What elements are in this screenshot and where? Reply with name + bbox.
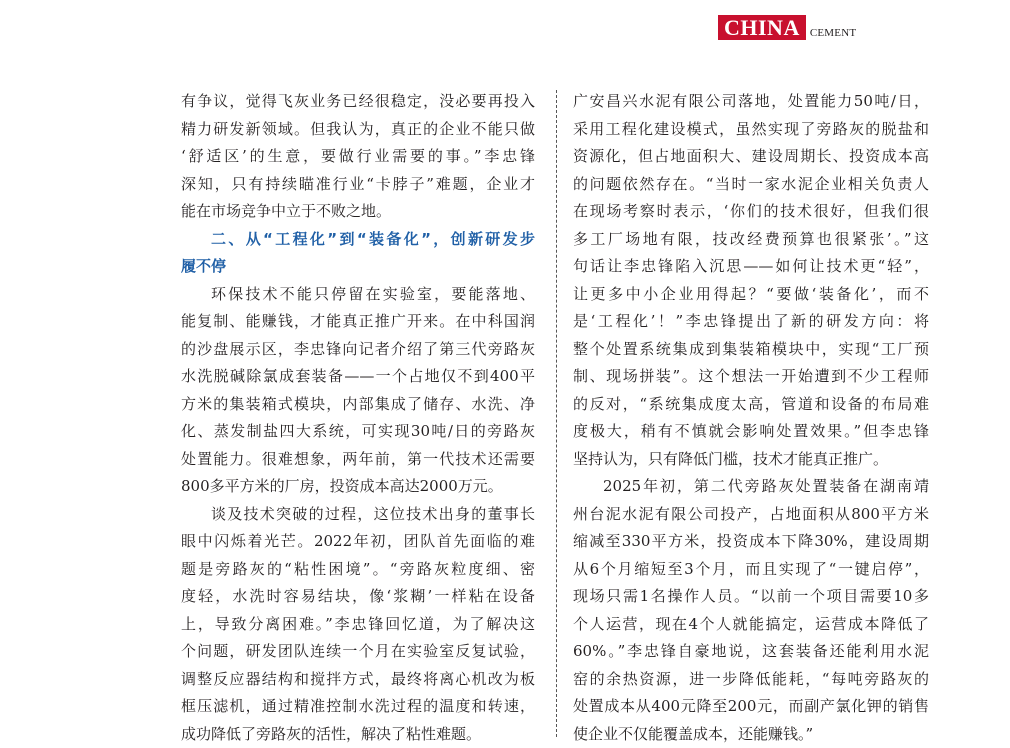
text-line: 环保技术不能只停留在实验室，要能落地、 [181,281,535,309]
text-line: 使企业不仅能覆盖成本，还能赚钱。” [573,721,929,748]
text-line: 处置成本从400元降至200元，而副产氯化钾的销售 [573,693,929,721]
text-line: 采用工程化建设模式，虽然实现了旁路灰的脱盐和 [573,116,929,144]
text-line: 让更多中小企业用得起？“要做‘装备化’，而不 [573,281,929,309]
text-line: 的沙盘展示区，李忠锋向记者介绍了第三代旁路灰 [181,336,535,364]
right-column [573,88,929,748]
text-line: 从6个月缩短至3个月，而且实现了“一键启停”， [573,556,929,584]
section-heading: 二、从“工程化”到“装备化”，创新研发步 [181,226,535,254]
text-line: 的问题依然存在。“当时一家水泥企业相关负责人 [573,171,929,199]
text-line: 个人运营，现在4个人就能搞定，运营成本降低了 [573,611,929,639]
text-line: 800多平方米的厂房，投资成本高达2000万元。 [181,473,535,501]
text-line: 化、蒸发制盐四大系统，可实现30吨/日的旁路灰 [181,418,535,446]
text-line: 制、现场拼装”。这个想法一开始遭到不少工程师 [573,363,929,391]
text-line: 上，导致分离困难。”李忠锋回忆道，为了解决这 [181,611,535,639]
brand-logo-cement: CEMENT [810,28,856,40]
text-line: 句话让李忠锋陷入沉思——如何让技术更“轻”， [573,253,929,281]
text-line: 度极大，稍有不慎就会影响处置效果。”但李忠锋 [573,418,929,446]
text-line: 精力研发新领域。但我认为，真正的企业不能只做 [181,116,535,144]
text-line: 水洗脱碱除氯成套装备——一个占地仅不到400平 [181,363,535,391]
text-line: 题是旁路灰的“粘性困境”。“旁路灰粒度细、密 [181,556,535,584]
section-heading: 履不停 [181,253,535,281]
text-line: 缩减至330平方米，投资成本下降30%，建设周期 [573,528,929,556]
magazine-brand [718,15,856,40]
brand-logo-china: CHINA [718,15,806,40]
text-line: 在现场考察时表示，‘你们的技术很好，但我们很 [573,198,929,226]
left-column [181,88,535,748]
text-line: 窑的余热资源，进一步降低能耗，“每吨旁路灰的 [573,666,929,694]
text-line: 资源化，但占地面积大、建设周期长、投资成本高 [573,143,929,171]
text-line: 整个处置系统集成到集装箱模块中，实现“工厂预 [573,336,929,364]
text-line: 个问题，研发团队连续一个月在实验室反复试验， [181,638,535,666]
text-line: 能复制、能赚钱，才能真正推广开来。在中科国润 [181,308,535,336]
text-line: 广安昌兴水泥有限公司落地，处置能力50吨/日， [573,88,929,116]
text-line: 调整反应器结构和搅拌方式，最终将离心机改为板 [181,666,535,694]
text-line: 处置能力。很难想象，两年前，第一代技术还需要 [181,446,535,474]
text-line: 框压滤机，通过精准控制水洗过程的温度和转速， [181,693,535,721]
text-line: 60%。”李忠锋自豪地说，这套装备还能利用水泥 [573,638,929,666]
text-line: 方米的集装箱式模块，内部集成了储存、水洗、净 [181,391,535,419]
text-line: 多工厂场地有限，技改经费预算也很紧张’。”这 [573,226,929,254]
column-divider [556,90,557,737]
text-line: 谈及技术突破的过程，这位技术出身的董事长 [181,501,535,529]
text-line: ‘舒适区’的生意，要做行业需要的事。”李忠锋 [181,143,535,171]
text-line: 度轻，水洗时容易结块，像‘浆糊’一样粘在设备 [181,583,535,611]
text-line: 眼中闪烁着光芒。2022年初，团队首先面临的难 [181,528,535,556]
text-line: 现场只需1名操作人员。“以前一个项目需要10多 [573,583,929,611]
text-line: 2025年初，第二代旁路灰处置装备在湖南靖 [573,473,929,501]
text-line: 成功降低了旁路灰的活性，解决了粘性难题。 [181,721,535,748]
text-line: 的反对，“系统集成度太高，管道和设备的布局难 [573,391,929,419]
text-line: 能在市场竞争中立于不败之地。 [181,198,535,226]
text-line: 深知，只有持续瞄准行业“卡脖子”难题，企业才 [181,171,535,199]
text-line: 有争议，觉得飞灰业务已经很稳定，没必要再投入 [181,88,535,116]
text-line: 是‘工程化’！”李忠锋提出了新的研发方向：将 [573,308,929,336]
text-line: 坚持认为，只有降低门槛，技术才能真正推广。 [573,446,929,474]
text-line: 州台泥水泥有限公司投产，占地面积从800平方米 [573,501,929,529]
